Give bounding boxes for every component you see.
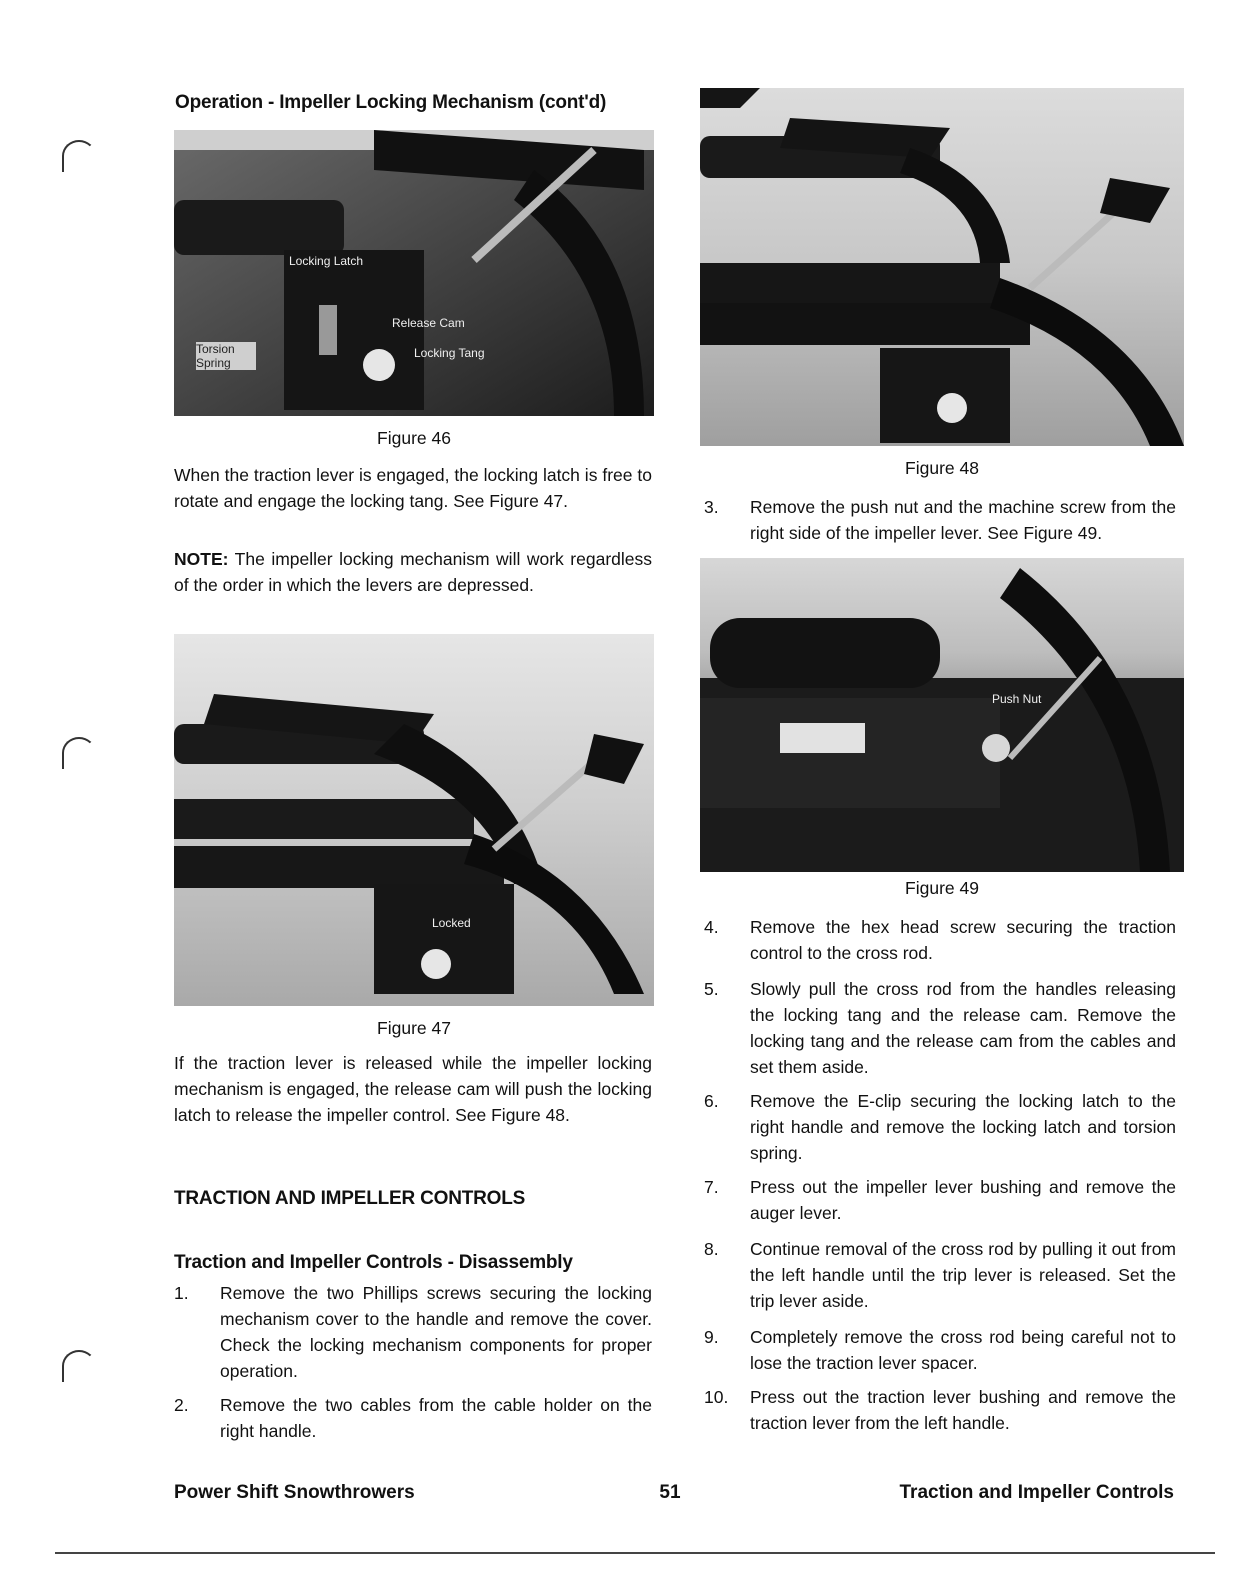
figure-46-illustration — [174, 130, 654, 416]
figure-49-illustration — [700, 558, 1184, 872]
step-number: 7. — [704, 1177, 719, 1197]
label-locked: Locked — [432, 916, 471, 930]
step-number: 3. — [704, 497, 719, 517]
margin-mark-top — [62, 140, 96, 172]
step-text: Remove the push nut and the machine screw from the right side of the impeller lever. See Figure 49. — [750, 497, 1176, 543]
figure-47-caption: Figure 47 — [377, 1018, 451, 1038]
step-number: 5. — [704, 979, 719, 999]
section-title: TRACTION AND IMPELLER CONTROLS — [174, 1188, 526, 1209]
step-text: Remove the two Phillips screws securing the locking mechanism cover to the handle and remove the cover. Check the locking mechanism components for proper operation. — [220, 1283, 652, 1381]
footer-page-number: 51 — [659, 1482, 681, 1503]
step-3 — [704, 494, 1176, 546]
step-5 — [704, 976, 1176, 1080]
figure-47-photo — [174, 634, 654, 1006]
step-number: 10. — [704, 1387, 729, 1407]
figure-49-caption: Figure 49 — [905, 878, 979, 898]
subsection-title: Traction and Impeller Controls - Disassembly — [174, 1252, 573, 1273]
figure-48-photo — [700, 88, 1184, 446]
note-paragraph — [174, 546, 652, 598]
step-number: 6. — [704, 1091, 719, 1111]
step-1 — [174, 1280, 652, 1384]
step-text: Remove the two cables from the cable holder on the right handle. — [220, 1395, 652, 1441]
step-text: Slowly pull the cross rod from the handles releasing the locking tang and the release cam. Remove the locking tang and the release cam from the cables and set them aside. — [750, 979, 1176, 1077]
label-push-nut: Push Nut — [992, 692, 1042, 706]
label-release-cam: Release Cam — [392, 316, 465, 330]
figure-46-photo — [174, 130, 654, 416]
margin-mark-bottom — [62, 1350, 96, 1382]
label-torsion-spring: Torsion Spring — [196, 342, 256, 370]
note-text: The impeller locking mechanism will work regardless of the order in which the levers are depressed. — [174, 549, 653, 595]
step-7 — [704, 1174, 1176, 1226]
step-10 — [704, 1384, 1176, 1436]
section-heading: Operation - Impeller Locking Mechanism (cont'd) — [175, 92, 607, 113]
step-number: 1. — [174, 1283, 189, 1303]
figure-47-illustration — [174, 634, 654, 1006]
step-text: Press out the traction lever bushing and remove the traction lever from the left handle. — [750, 1387, 1176, 1433]
step-text: Press out the impeller lever bushing and remove the auger lever. — [750, 1177, 1176, 1223]
label-locking-latch: Locking Latch — [289, 254, 364, 268]
step-text: Completely remove the cross rod being careful not to lose the traction lever spacer. — [750, 1327, 1176, 1373]
step-number: 8. — [704, 1239, 719, 1259]
paragraph-traction-released: If the traction lever is released while the impeller locking mechanism is engaged, the release cam will push the locking latch to release the impeller control. See Figure 48. — [174, 1053, 652, 1125]
step-9 — [704, 1324, 1176, 1376]
step-text: Remove the hex head screw securing the traction control to the cross rod. — [750, 917, 1176, 963]
step-number: 9. — [704, 1327, 719, 1347]
step-6 — [704, 1088, 1176, 1166]
step-number: 2. — [174, 1395, 189, 1415]
step-text: Continue removal of the cross rod by pulling it out from the left handle until the trip lever is released. Set the trip lever aside. — [750, 1239, 1176, 1311]
paragraph-traction-engaged: When the traction lever is engaged, the locking latch is free to rotate and engage the locking tang. See Figure 47. — [174, 465, 652, 511]
footer-right: Traction and Impeller Controls — [899, 1482, 1174, 1503]
margin-mark-middle — [62, 737, 96, 769]
step-8 — [704, 1236, 1176, 1314]
step-4 — [704, 914, 1176, 966]
step-text: Remove the E-clip securing the locking latch to the right handle and remove the locking latch and torsion spring. — [750, 1091, 1176, 1163]
footer-left: Power Shift Snowthrowers — [174, 1482, 415, 1503]
label-locking-tang: Locking Tang — [414, 346, 485, 360]
note-label: NOTE: — [174, 549, 229, 569]
figure-48-caption: Figure 48 — [905, 458, 979, 478]
step-2 — [174, 1392, 652, 1444]
bottom-rule — [55, 1552, 1215, 1554]
figure-49-photo — [700, 558, 1184, 872]
figure-48-illustration — [700, 88, 1184, 446]
figure-46-caption: Figure 46 — [377, 428, 451, 448]
step-number: 4. — [704, 917, 719, 937]
